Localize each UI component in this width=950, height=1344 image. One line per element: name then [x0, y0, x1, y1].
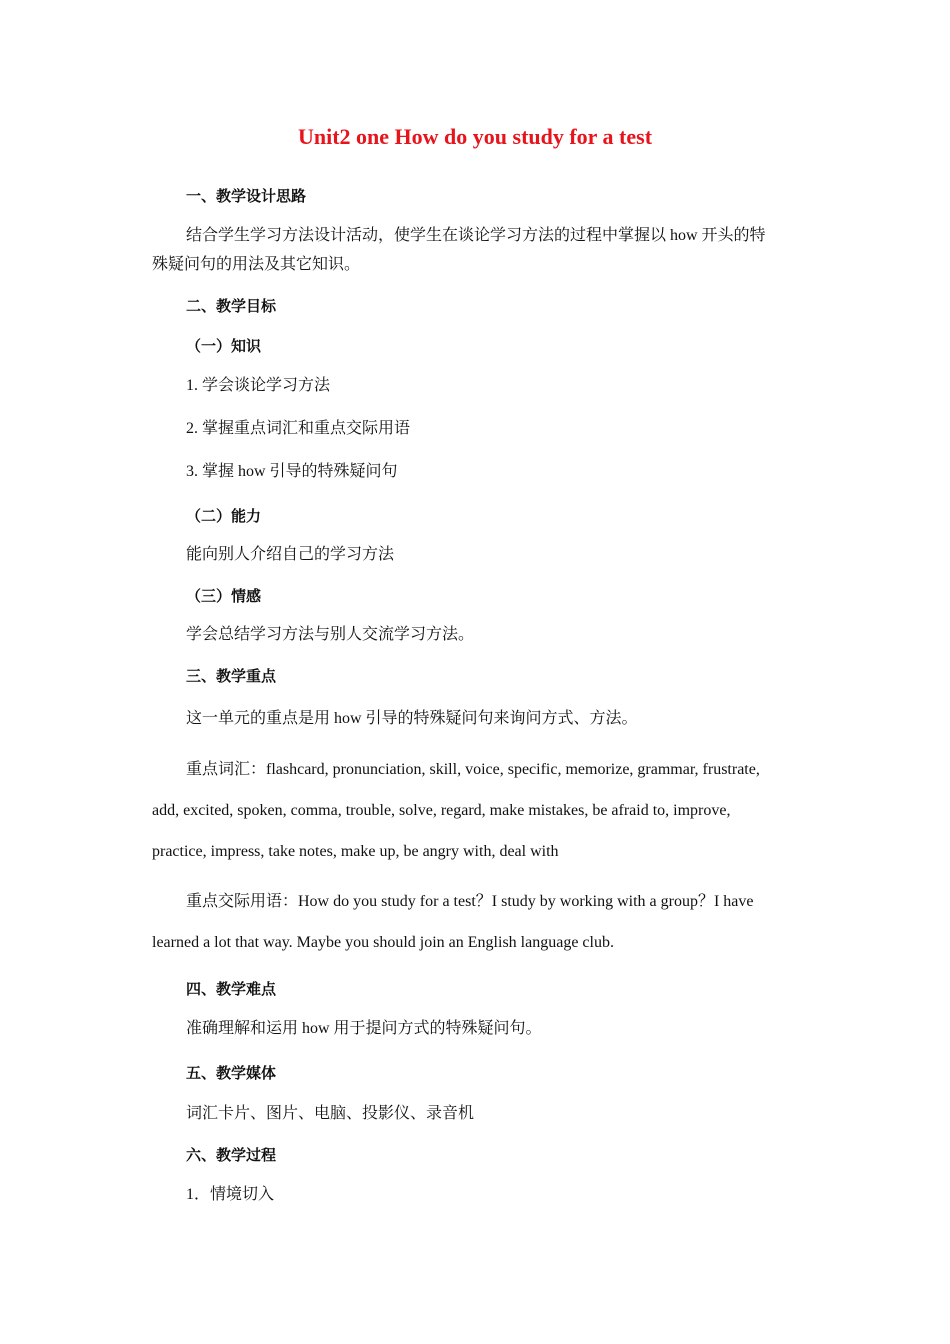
design-text-line-2: 殊疑问句的用法及其它知识。 [152, 256, 361, 273]
emotion-text: 学会总结学习方法与别人交流学习方法。 [186, 626, 475, 643]
ability-text: 能向别人介绍自己的学习方法 [186, 546, 395, 563]
section-heading-difficulties: 四、教学难点 [186, 980, 277, 998]
section-heading-key-points: 三、教学重点 [186, 667, 277, 685]
phrases-line-1: 重点交际用语：How do you study for a test？I study by working with a group？I have [186, 893, 754, 910]
knowledge-item-2: 2. 掌握重点词汇和重点交际用语 [186, 420, 411, 437]
section-heading-design: 一、教学设计思路 [186, 187, 307, 205]
subheading-ability: （二）能力 [186, 507, 262, 525]
section-heading-process: 六、教学过程 [186, 1146, 277, 1164]
section-heading-goals: 二、教学目标 [186, 297, 277, 315]
document-title: Unit2 one How do you study for a test [297, 124, 653, 149]
vocab-line-1: 重点词汇：flashcard, pronunciation, skill, voice, specific, memorize, grammar, frustrate, [186, 761, 760, 778]
process-item-1: 1．情境切入 [186, 1186, 275, 1203]
vocab-line-2: add, excited, spoken, comma, trouble, solve, regard, make mistakes, be afraid to, improve, [152, 802, 731, 819]
media-text: 词汇卡片、图片、电脑、投影仪、录音机 [186, 1105, 475, 1122]
knowledge-item-1: 1. 学会谈论学习方法 [186, 377, 331, 394]
subheading-emotion: （三）情感 [186, 587, 262, 605]
vocab-line-3: practice, impress, take notes, make up, be angry with, deal with [152, 843, 559, 860]
subheading-knowledge: （一）知识 [186, 337, 262, 355]
section-heading-media: 五、教学媒体 [186, 1064, 277, 1082]
knowledge-item-3: 3. 掌握 how 引导的特殊疑问句 [186, 463, 398, 480]
difficulty-text: 准确理解和运用 how 用于提问方式的特殊疑问句。 [186, 1020, 542, 1037]
phrases-line-2: learned a lot that way. Maybe you should join an English language club. [152, 934, 614, 951]
design-text-line-1: 结合学生学习方法设计活动，使学生在谈论学习方法的过程中掌握以 how 开头的特 [186, 227, 766, 244]
key-point-text: 这一单元的重点是用 how 引导的特殊疑问句来询问方式、方法。 [186, 710, 638, 727]
